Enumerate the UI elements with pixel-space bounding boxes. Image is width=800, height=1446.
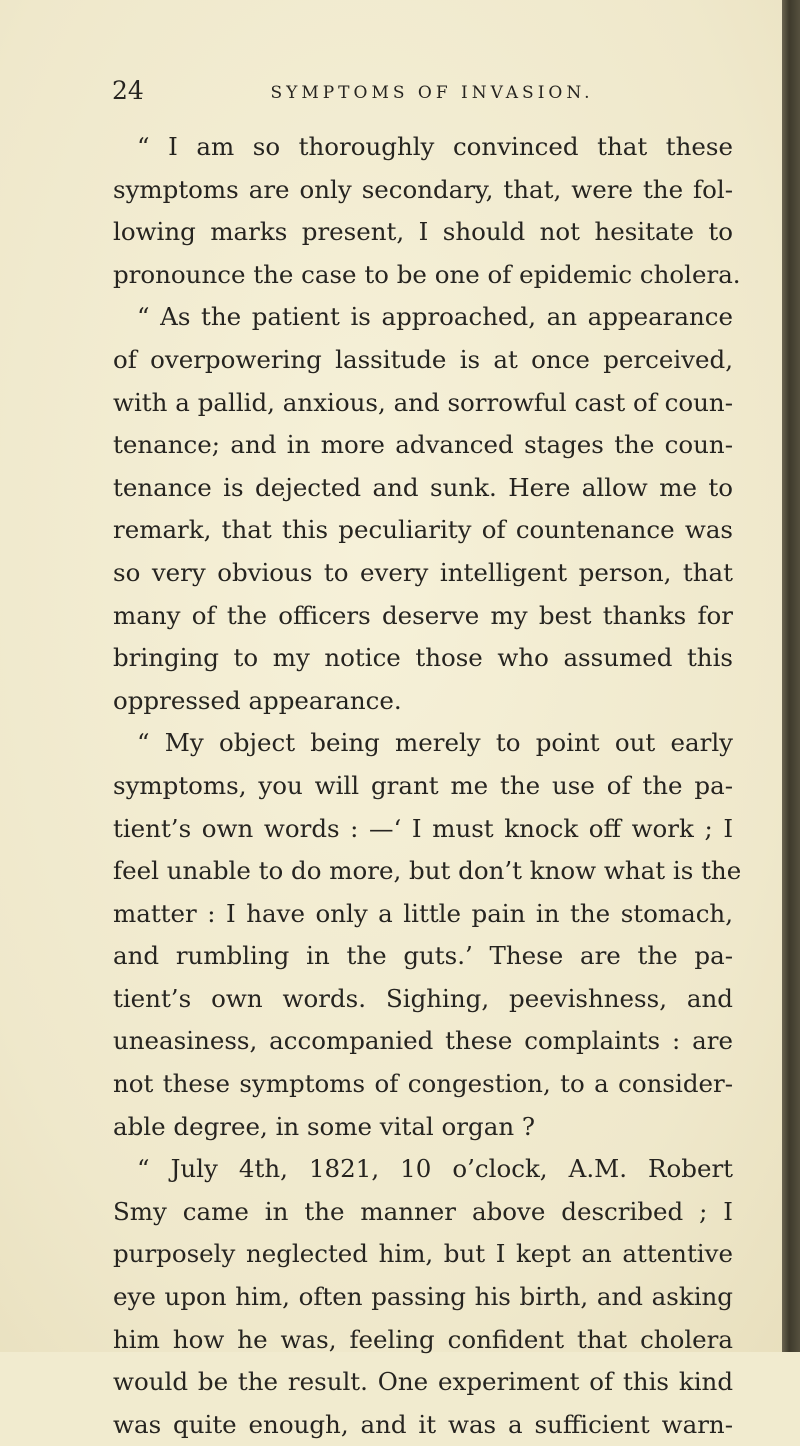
text-line: feel unable to do more, but don’t know what is the	[113, 856, 742, 886]
body-text	[113, 126, 742, 1446]
page-header	[112, 76, 712, 110]
text-line: “ My object being merely to point out early	[137, 728, 733, 758]
text-line: eye upon him, often passing his birth, and asking	[113, 1282, 733, 1312]
text-line: not these symptoms of congestion, to a consider-	[113, 1069, 733, 1099]
text-line: remark, that this peculiarity of countenance was	[113, 515, 733, 545]
text-line: “ As the patient is approached, an appearance	[137, 302, 733, 332]
text-line: oppressed appearance.	[113, 685, 402, 715]
text-line: pronounce the case to be one of epidemic cholera.	[113, 259, 741, 289]
text-line: tient’s own words : —‘ I must knock off work ; I	[113, 813, 733, 843]
text-line: uneasiness, accompanied these complaints : are	[113, 1026, 733, 1056]
text-line: symptoms, you will grant me the use of the pa-	[113, 770, 733, 800]
running-head: SYMPTOMS OF INVASION.	[270, 83, 594, 103]
text-line: tenance is dejected and sunk. Here allow me to	[113, 472, 733, 502]
text-line: “ July 4th, 1821, 10 o’clock, A.M. Robert	[137, 1154, 733, 1184]
page-edge	[782, 0, 800, 1352]
text-line: of overpowering lassitude is at once perceived,	[113, 344, 733, 374]
text-line: tient’s own words. Sighing, peevishness, and	[113, 983, 733, 1013]
text-line: matter : I have only a little pain in the stomach,	[113, 898, 733, 928]
text-line: him how he was, feeling confident that cholera	[113, 1324, 733, 1354]
text-line: was quite enough, and it was a sufficient warn-	[113, 1409, 733, 1439]
text-line: tenance; and in more advanced stages the coun-	[113, 430, 733, 460]
page-number: 24	[112, 76, 144, 105]
text-line: lowing marks present, I should not hesitate to	[113, 217, 733, 247]
text-line: Smy came in the manner above described ; I	[113, 1196, 733, 1226]
text-line: “ I am so thoroughly convinced that these	[137, 132, 733, 161]
text-line: purposely neglected him, but I kept an attentive	[113, 1239, 733, 1269]
text-line: able degree, in some vital organ ?	[113, 1111, 536, 1141]
text-line: many of the officers deserve my best thanks for	[113, 600, 733, 630]
text-line: bringing to my notice those who assumed this	[113, 643, 733, 673]
text-line: with a pallid, anxious, and sorrowful cast of coun-	[113, 387, 733, 417]
text-line: so very obvious to every intelligent person, that	[113, 557, 733, 587]
text-line: symptoms are only secondary, that, were the fol-	[113, 174, 733, 204]
text-line: would be the result. One experiment of this kind	[113, 1367, 733, 1397]
text-line: and rumbling in the guts.’ These are the pa-	[113, 941, 733, 971]
